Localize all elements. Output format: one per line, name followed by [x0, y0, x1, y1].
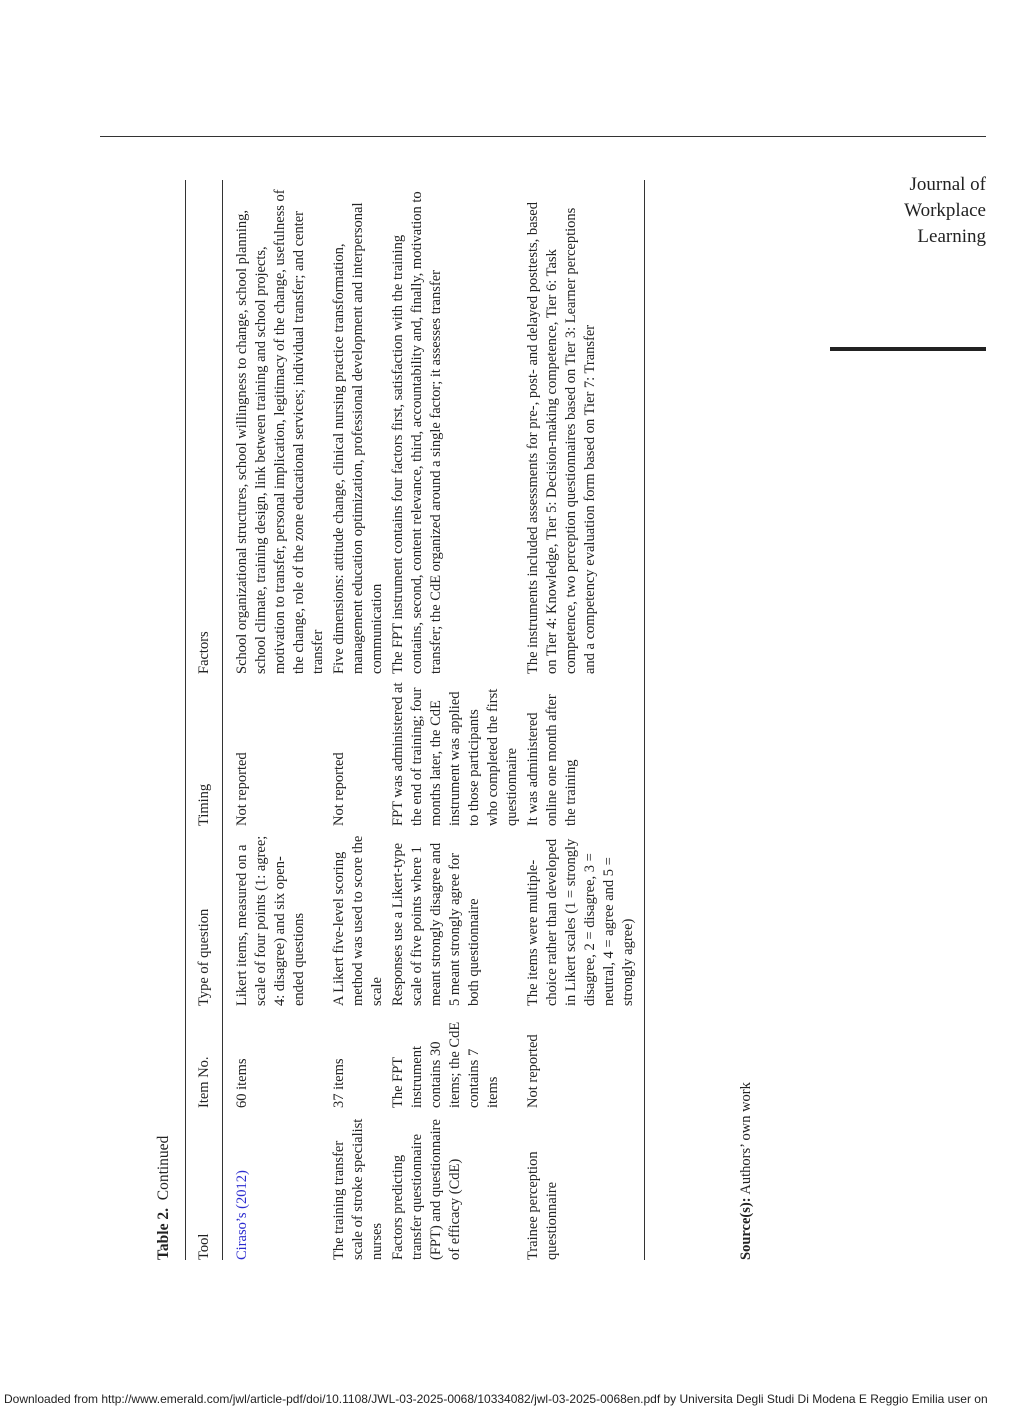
cell-tool: The training transfer scale of stroke specialist nurses: [331, 1118, 385, 1260]
cell-timing: FPT was administered at the end of training; four months later, the CdE instrument was applied to those participants who completed the first questionnaire: [390, 682, 520, 826]
download-footer: Downloaded from http://www.emerald.com/jwl/article-pdf/doi/10.1108/JWL-03-2025-0068/10334082/jwl-03-2025-0068en.pdf by Universita Degli Studi Di Modena E Reggio Emilia user on: [4, 1392, 988, 1406]
table-caption-label: Table 2.: [155, 1208, 172, 1260]
table-row: [223, 180, 331, 1260]
journal-name: [904, 172, 986, 250]
cell-items: The FPT instrument contains 30 items; the CdE contains 7 items: [390, 1021, 501, 1108]
cell-factors: The instruments included assessments for pre-, post- and delayed posttests, based on Tier 4: Knowledge, Tier 5: Decision-making competence, Tier 6: Task competence, two perception questionnaires based on Tier 3: Learner perceptions and a competency evaluation form based on Tier 7: Transfer: [525, 202, 598, 674]
cell-timing: Not reported: [331, 752, 347, 826]
journal-name-line: Journal of: [909, 174, 986, 195]
cell-factors: School organizational structures, school willingness to change, school planning, school climate, training design, link between training and school projects, motivation to transfer, personal implication, legitimacy of the change, usefulness of the change, role of the zone educational services; individual transfer; and center transfer: [234, 189, 326, 674]
cell-timing: Not reported: [234, 752, 250, 826]
cell-items: Not reported: [525, 1034, 541, 1108]
cell-tool: Trainee perception questionnaire: [525, 1151, 560, 1260]
header-item-no: Item No.: [195, 1056, 212, 1108]
rotated-table-page: [140, 180, 780, 1260]
source-label: Source(s):: [738, 1197, 754, 1260]
cell-factors: The FPT instrument contains four factors first, satisfaction with the training contains, second, content relevance, third, accountability and, finally, motivation to transfer; the CdE organized around a single factor; it assesses transfer: [390, 191, 444, 674]
header-factors: Factors: [195, 631, 212, 674]
journal-bar: [830, 347, 986, 351]
header-tool: Tool: [195, 1233, 212, 1260]
journal-name-line: Workplace: [904, 200, 986, 221]
cell-question: A Likert five-level scoring method was used to score the scale: [331, 835, 385, 1006]
cell-factors: Five dimensions: attitude change, clinical nursing practice transformation, management education optimization, professional development and interpersonal communication: [331, 202, 385, 674]
cell-question: The items were multiple-choice rather than developed in Likert scales (1 = strongly disagree, 2 = disagree, 3 = neutral, 4 = agree and 5 = strongly agree): [525, 838, 636, 1006]
cell-tool: Factors predicting transfer questionnaire (FPT) and questionnaire of efficacy (CdE): [390, 1119, 463, 1260]
cell-items: 37 items: [331, 1058, 347, 1108]
cell-timing: It was administered online one month after the training: [525, 694, 579, 826]
table-caption-text: Continued: [155, 1135, 172, 1201]
cell-items: 60 items: [234, 1058, 250, 1108]
table-caption: [154, 1136, 173, 1260]
cell-question: Likert items, measured on a scale of four points (1: agree; 4: disagree) and six open-ended questions: [234, 835, 307, 1006]
journal-name-line: Learning: [917, 226, 986, 247]
table-row: [389, 180, 524, 1260]
cell-question: Responses use a Likert-type scale of five points where 1 meant strongly disagree and 5 meant strongly agree for both questionnaire: [390, 842, 482, 1006]
citation-link[interactable]: Ciraso’s (2012): [234, 1170, 250, 1260]
source-text: Authors’ own work: [738, 1082, 754, 1195]
table-header-row: [186, 180, 223, 1260]
table-source-note: [737, 1082, 756, 1260]
header-timing: Timing: [195, 783, 212, 826]
table-row: [524, 180, 645, 1260]
table-row: [330, 180, 389, 1260]
data-table: [185, 180, 645, 1260]
header-type-of-question: Type of question: [195, 908, 212, 1006]
top-rule: [100, 136, 986, 137]
